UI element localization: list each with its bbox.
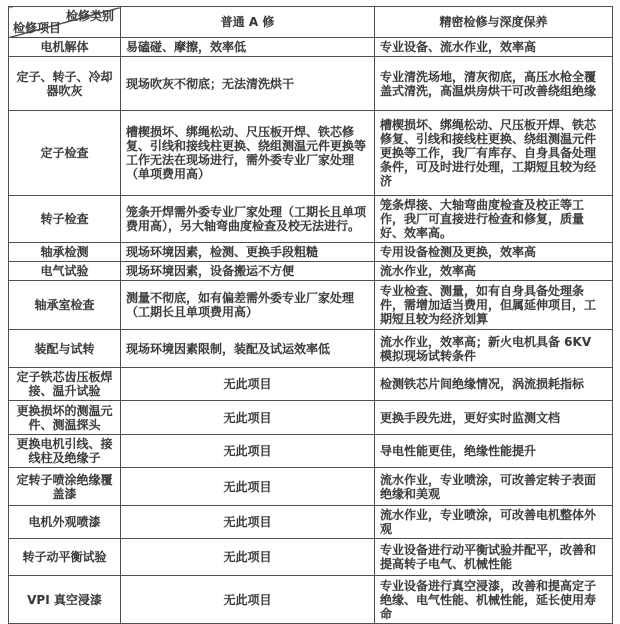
table-row (9, 368, 613, 401)
header-corner-item-label: 检修项目 (13, 21, 62, 35)
row-item-cell: 定子、转子、冷却器吹灰 (9, 57, 121, 111)
header-row (9, 7, 613, 38)
row-precision-cell: 专业检查、测量，如有自身具备处理条件，需增加适当费用，但属延伸项目，工期短且较为经济划算 (375, 281, 613, 330)
table-row (9, 539, 613, 576)
table-row (9, 576, 613, 624)
row-ordinary-cell: 无此项目 (121, 368, 375, 401)
table-row (9, 468, 613, 506)
table-row (9, 435, 613, 468)
row-ordinary-cell: 现场环境因素，设备搬运不方便 (121, 262, 375, 281)
header-corner-category-label: 检修类别 (65, 9, 114, 23)
row-precision-cell: 专业清洗场地，清灰彻底，高压水枪全覆盖式清洗，高温烘房烘干可改善绕组绝缘 (375, 57, 613, 111)
row-precision-cell: 流水作业，专业喷涂，可改善电机整体外观 (375, 506, 613, 539)
row-precision-cell: 槽楔损坏、绑绳松动、尺压板开焊、铁芯修复、引线和接线柱更换、绕组测温元件更换等工作，我厂有库存、自身具备处理条件，可及时进行处理，工期短且较为经济 (375, 111, 613, 196)
row-precision-cell: 导电性能更佳，绝缘性能提升 (375, 435, 613, 468)
row-ordinary-cell: 无此项目 (121, 468, 375, 506)
table-row (9, 506, 613, 539)
row-ordinary-cell: 测量不彻底，如有偏差需外委专业厂家处理（工期长且单项费用高） (121, 281, 375, 330)
comparison-table (8, 6, 613, 624)
table-row (9, 196, 613, 243)
row-ordinary-cell: 现场环境因素限制，装配及试运效率低 (121, 330, 375, 368)
row-precision-cell: 专业设备进行动平衡试验并配平，改善和提高转子电气、机械性能 (375, 539, 613, 576)
row-item-cell: 电机解体 (9, 38, 121, 57)
row-ordinary-cell: 无此项目 (121, 435, 375, 468)
row-ordinary-cell: 现场吹灰不彻底；无法清洗烘干 (121, 57, 375, 111)
row-ordinary-cell: 易磕碰、摩擦，效率低 (121, 38, 375, 57)
row-item-cell: 转子检查 (9, 196, 121, 243)
table-row (9, 401, 613, 435)
table-row (9, 281, 613, 330)
row-precision-cell: 更换手段先进，更好实时监测文档 (375, 401, 613, 435)
row-ordinary-cell: 笼条开焊需外委专业厂家处理（工期长且单项费用高），另大轴弯曲度检查及校无法进行。 (121, 196, 375, 243)
row-ordinary-cell: 现场环境因素，检测、更换手段粗糙 (121, 243, 375, 262)
row-item-cell: 定子检查 (9, 111, 121, 196)
row-item-cell: 电气试验 (9, 262, 121, 281)
row-precision-cell: 流水作业，效率高；新火电机具备 6KV 模拟现场试转条件 (375, 330, 613, 368)
row-precision-cell: 专业设备、流水作业，效率高 (375, 38, 613, 57)
table-row (9, 111, 613, 196)
row-item-cell: 定转子喷涂绝缘覆盖漆 (9, 468, 121, 506)
row-item-cell: VPI 真空浸漆 (9, 576, 121, 624)
row-item-cell: 轴承检测 (9, 243, 121, 262)
row-ordinary-cell: 无此项目 (121, 401, 375, 435)
table-row (9, 330, 613, 368)
table-row (9, 57, 613, 111)
table-row (9, 262, 613, 281)
header-col-ordinary-a: 普通 A 修 (121, 7, 375, 38)
scanned-document-page (8, 6, 612, 621)
row-item-cell: 轴承室检查 (9, 281, 121, 330)
header-corner-cell (9, 7, 121, 38)
row-item-cell: 装配与试转 (9, 330, 121, 368)
row-item-cell: 更换电机引线、接线柱及绝缘子 (9, 435, 121, 468)
row-precision-cell: 专业设备进行真空浸漆，改善和提高定子绝缘、电气性能、机械性能，延长使用寿命 (375, 576, 613, 624)
header-col-precision: 精密检修与深度保养 (375, 7, 613, 38)
row-ordinary-cell: 无此项目 (121, 506, 375, 539)
row-precision-cell: 检测铁芯片间绝缘情况，涡流损耗指标 (375, 368, 613, 401)
table-row (9, 38, 613, 57)
row-ordinary-cell: 槽楔损坏、绑绳松动、尺压板开焊、铁芯修复、引线和接线柱更换、绕组测温元件更换等工作无法在现场进行，需外委专业厂家处理（单项费用高） (121, 111, 375, 196)
table-row (9, 243, 613, 262)
row-precision-cell: 流水作业，专业喷涂，可改善定转子表面绝缘和美观 (375, 468, 613, 506)
row-item-cell: 更换损坏的测温元件、测温探头 (9, 401, 121, 435)
row-ordinary-cell: 无此项目 (121, 539, 375, 576)
row-item-cell: 电机外观喷漆 (9, 506, 121, 539)
row-precision-cell: 流水作业，效率高 (375, 262, 613, 281)
row-precision-cell: 专用设备检测及更换，效率高 (375, 243, 613, 262)
row-item-cell: 定子铁芯齿压板焊接、温升试验 (9, 368, 121, 401)
row-precision-cell: 笼条焊接、大轴弯曲度检查及校正等工作，我厂可直接进行检查和修复，质量好、效率高。 (375, 196, 613, 243)
row-item-cell: 转子动平衡试验 (9, 539, 121, 576)
row-ordinary-cell: 无此项目 (121, 576, 375, 624)
